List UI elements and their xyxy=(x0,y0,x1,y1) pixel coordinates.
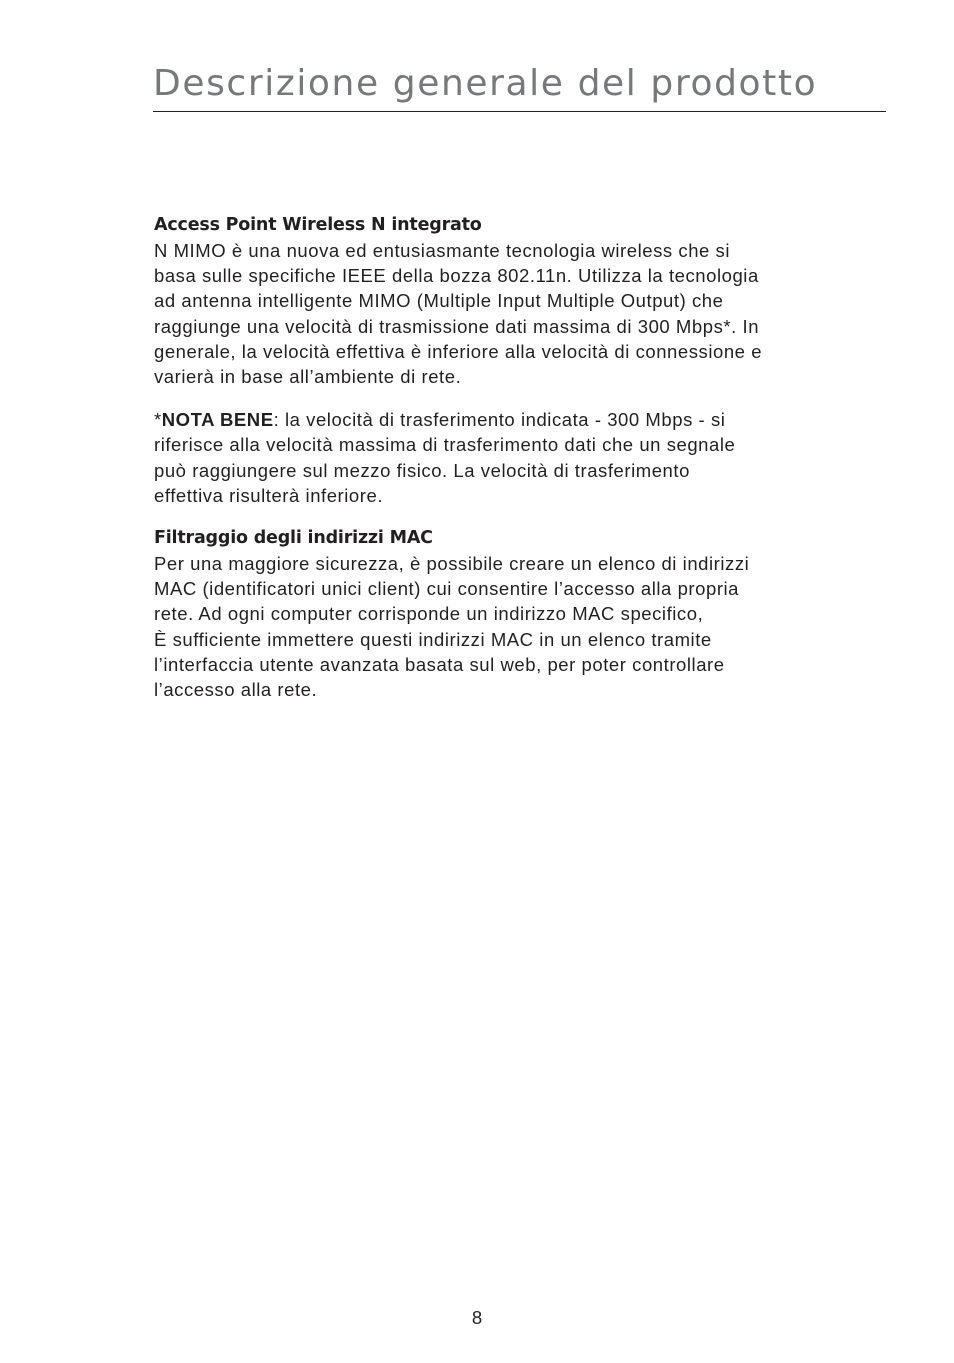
page-number: 8 xyxy=(471,1307,483,1328)
page-content xyxy=(154,213,874,702)
text-line: varierà in base all’ambiente di rete. xyxy=(154,366,462,388)
text-line: MAC (identificatori unici client) cui consentire l’accesso alla propria xyxy=(154,578,740,600)
note-label: NOTA BENE xyxy=(161,409,274,431)
note-body xyxy=(154,407,874,508)
note-asterisk: * xyxy=(154,409,162,431)
section-heading: Filtraggio degli indirizzi MAC xyxy=(154,528,433,549)
text-line: riferisce alla velocità massima di trasferimento dati che un segnale xyxy=(154,434,736,456)
text-line: rete. Ad ogni computer corrisponde un indirizzo MAC specifico, xyxy=(154,603,704,625)
text-line: Per una maggiore sicurezza, è possibile creare un elenco di indirizzi xyxy=(154,553,750,575)
note-first-line xyxy=(154,407,874,432)
page-header xyxy=(153,60,886,108)
page-title: Descrizione generale del prodotto xyxy=(153,63,818,104)
spacer xyxy=(154,508,874,526)
section-heading: Access Point Wireless N integrato xyxy=(154,215,482,235)
spacer xyxy=(154,389,874,407)
text-line: basa sulle specifiche IEEE della bozza 802.11n. Utilizza la tecnologia xyxy=(154,265,759,287)
text-line: l’accesso alla rete. xyxy=(154,679,318,701)
text-line: raggiunge una velocità di trasmissione dati massima di 300 Mbps*. In xyxy=(154,315,760,337)
text-line: generale, la velocità effettiva è inferiore alla velocità di connessione e xyxy=(154,340,763,362)
text-line: È sufficiente immettere questi indirizzi MAC in un elenco tramite xyxy=(154,628,712,650)
title-divider xyxy=(153,111,886,112)
section-body xyxy=(154,238,874,389)
text-line: l’interfaccia utente avanzata basata sul web, per poter controllare xyxy=(154,653,725,675)
text-line: ad antenna intelligente MIMO (Multiple Input Multiple Output) che xyxy=(154,290,724,312)
note-text: : la velocità di trasferimento indicata - 300 Mbps - si xyxy=(273,409,726,431)
section-wireless-access-point xyxy=(154,213,874,389)
text-line: effettiva risulterà inferiore. xyxy=(154,484,384,506)
note-block xyxy=(154,407,874,508)
section-body xyxy=(154,551,874,702)
section-mac-filtering xyxy=(154,526,874,702)
text-line: N MIMO è una nuova ed entusiasmante tecnologia wireless che si xyxy=(154,240,731,261)
text-line: può raggiungere sul mezzo fisico. La velocità di trasferimento xyxy=(154,459,690,481)
